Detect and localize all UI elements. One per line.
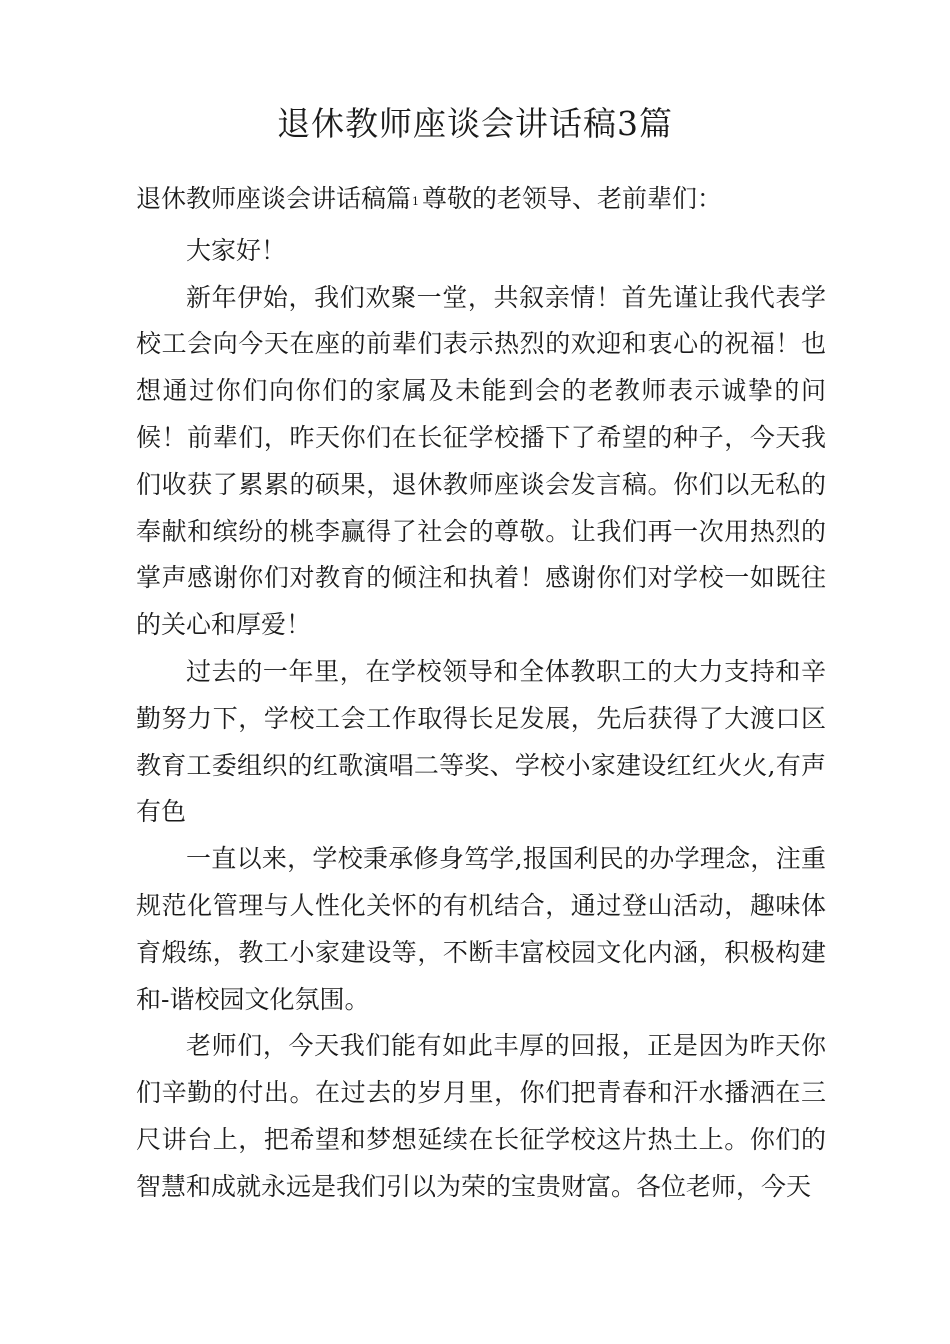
paragraph-teachers: 老师们，今天我们能有如此丰厚的回报，正是因为昨天你们辛勤的付出。在过去的岁月里，你们把青春和汗水播洒在三尺讲台上，把希望和梦想延续在长征学校这片热土上。你们的智慧和成就永远是我们引以为荣的宝贵财富。各位老师，今天 xyxy=(136,1031,826,1201)
paragraph-past-year: 过去的一年里，在学校领导和全体教职工的大力支持和辛勤努力下，学校工会工作取得长足发展，先后获得了大渡口区教育工委组织的红歌演唱二等奖、学校小家建设红红火火,有声有色 xyxy=(136,656,826,827)
paragraph-greeting: 大家好！ xyxy=(186,235,287,265)
section-heading: 退休教师座谈会讲话稿篇 xyxy=(136,184,412,213)
opening-line xyxy=(136,176,826,228)
document-title: 退休教师座谈会讲话稿3篇 xyxy=(277,104,673,143)
section-number: 1 xyxy=(412,195,420,208)
paragraph-school-culture: 一直以来，学校秉承修身笃学,报国利民的办学理念，注重规范化管理与人性化关怀的有机结合，通过登山活动，趣味体育煅练，教工小家建设等，不断丰富校园文化内涵，积极构建和-谐校园文化氛围。 xyxy=(136,844,826,1014)
paragraph-welcome: 新年伊始，我们欢聚一堂，共叙亲情！首先谨让我代表学校工会向今天在座的前辈们表示热烈的欢迎和衷心的祝福！也想通过你们向你们的家属及未能到会的老教师表示诚挚的问候！前辈们，昨天你们在长征学校播下了希望的种子，今天我们收获了累累的硕果，退休教师座谈会发言稿。你们以无私的奉献和缤纷的桃李赢得了社会的尊敬。让我们再一次用热烈的掌声感谢你们对教育的倾注和执着！感谢你们对学校一如既往的关心和厚爱！ xyxy=(136,282,826,640)
salutation: 尊敬的老领导、老前辈们： xyxy=(422,184,723,213)
document-body xyxy=(136,176,826,1211)
